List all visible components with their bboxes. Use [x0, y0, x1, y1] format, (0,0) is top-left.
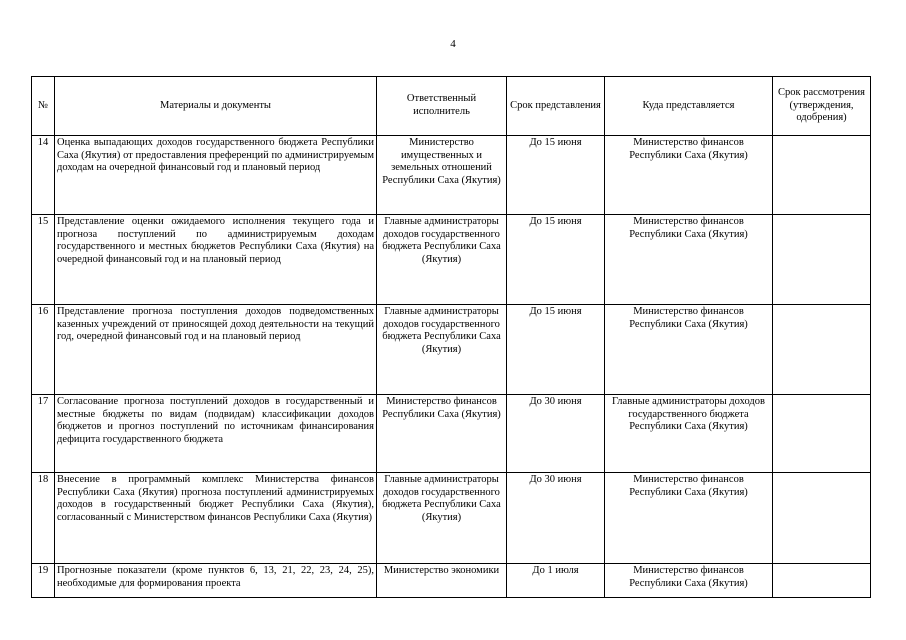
row-destination: Министерство финансов Республики Саха (Якутия) [605, 564, 773, 598]
row-review [773, 564, 871, 598]
page-number: 4 [450, 38, 456, 50]
row-term: До 15 июня [507, 305, 605, 395]
row-term: До 1 июля [507, 564, 605, 598]
row-number: 16 [32, 305, 55, 395]
table-row [32, 564, 871, 598]
row-number: 17 [32, 395, 55, 473]
header-responsible: Ответственный исполнитель [377, 77, 507, 136]
row-term: До 30 июня [507, 395, 605, 473]
row-materials: Представление прогноза поступления доходов подведомственных казенных учреждений от приносящей доход деятельности на текущий год, очередной финансовый год и на плановый период [55, 305, 377, 395]
row-review [773, 305, 871, 395]
table-row [32, 305, 871, 395]
row-destination: Главные администраторы доходов государственного бюджета Республики Саха (Якутия) [605, 395, 773, 473]
row-number: 19 [32, 564, 55, 598]
header-num: № [32, 77, 55, 136]
row-responsible: Главные администраторы доходов государственного бюджета Республики Саха (Якутия) [377, 473, 507, 564]
table-row [32, 473, 871, 564]
row-destination: Министерство финансов Республики Саха (Якутия) [605, 215, 773, 305]
table-row [32, 136, 871, 215]
row-number: 18 [32, 473, 55, 564]
row-number: 14 [32, 136, 55, 215]
header-term: Срок представления [507, 77, 605, 136]
row-materials: Внесение в программный комплекс Министерства финансов Республики Саха (Якутия) прогноза поступлений администрируемых доходов в государственный бюджет Республики Саха (Якутия), согласованный с Министерством финансов Республики Саха (Якутия) [55, 473, 377, 564]
row-destination: Министерство финансов Республики Саха (Якутия) [605, 305, 773, 395]
row-responsible: Главные администраторы доходов государственного бюджета Республики Саха (Якутия) [377, 215, 507, 305]
row-materials: Согласование прогноза поступлений доходов в государственный и местные бюджеты по видам (подвидам) классификации доходов бюджетов и прогноз поступлений по источникам финансирования дефицита государственного бюджета [55, 395, 377, 473]
row-review [773, 473, 871, 564]
row-materials: Представление оценки ожидаемого исполнения текущего года и прогноза поступлений по администрируемым доходам государственного и местных бюджетов Республики Саха (Якутия) на очередной финансовый год и на плановый период [55, 215, 377, 305]
row-responsible: Министерство экономики [377, 564, 507, 598]
row-review [773, 215, 871, 305]
table-header-row [32, 77, 871, 136]
row-number: 15 [32, 215, 55, 305]
row-review [773, 395, 871, 473]
row-review [773, 136, 871, 215]
table-row [32, 395, 871, 473]
table-row [32, 215, 871, 305]
header-materials: Материалы и документы [55, 77, 377, 136]
row-materials: Оценка выпадающих доходов государственного бюджета Республики Саха (Якутия) от предоставления преференций по администрируемым доходам на очередной финансовый год и плановый период [55, 136, 377, 215]
row-responsible: Главные администраторы доходов государственного бюджета Республики Саха (Якутия) [377, 305, 507, 395]
row-materials: Прогнозные показатели (кроме пунктов 6, 13, 21, 22, 23, 24, 25), необходимые для формирования проекта [55, 564, 377, 598]
row-term: До 15 июня [507, 215, 605, 305]
row-responsible: Министерство имущественных и земельных отношений Республики Саха (Якутия) [377, 136, 507, 215]
header-review: Срок рассмотрения (утверждения, одобрения) [773, 77, 871, 136]
row-term: До 30 июня [507, 473, 605, 564]
row-term: До 15 июня [507, 136, 605, 215]
row-destination: Министерство финансов Республики Саха (Якутия) [605, 473, 773, 564]
row-responsible: Министерство финансов Республики Саха (Якутия) [377, 395, 507, 473]
header-destination: Куда представляется [605, 77, 773, 136]
row-destination: Министерство финансов Республики Саха (Якутия) [605, 136, 773, 215]
documents-table [31, 76, 871, 598]
